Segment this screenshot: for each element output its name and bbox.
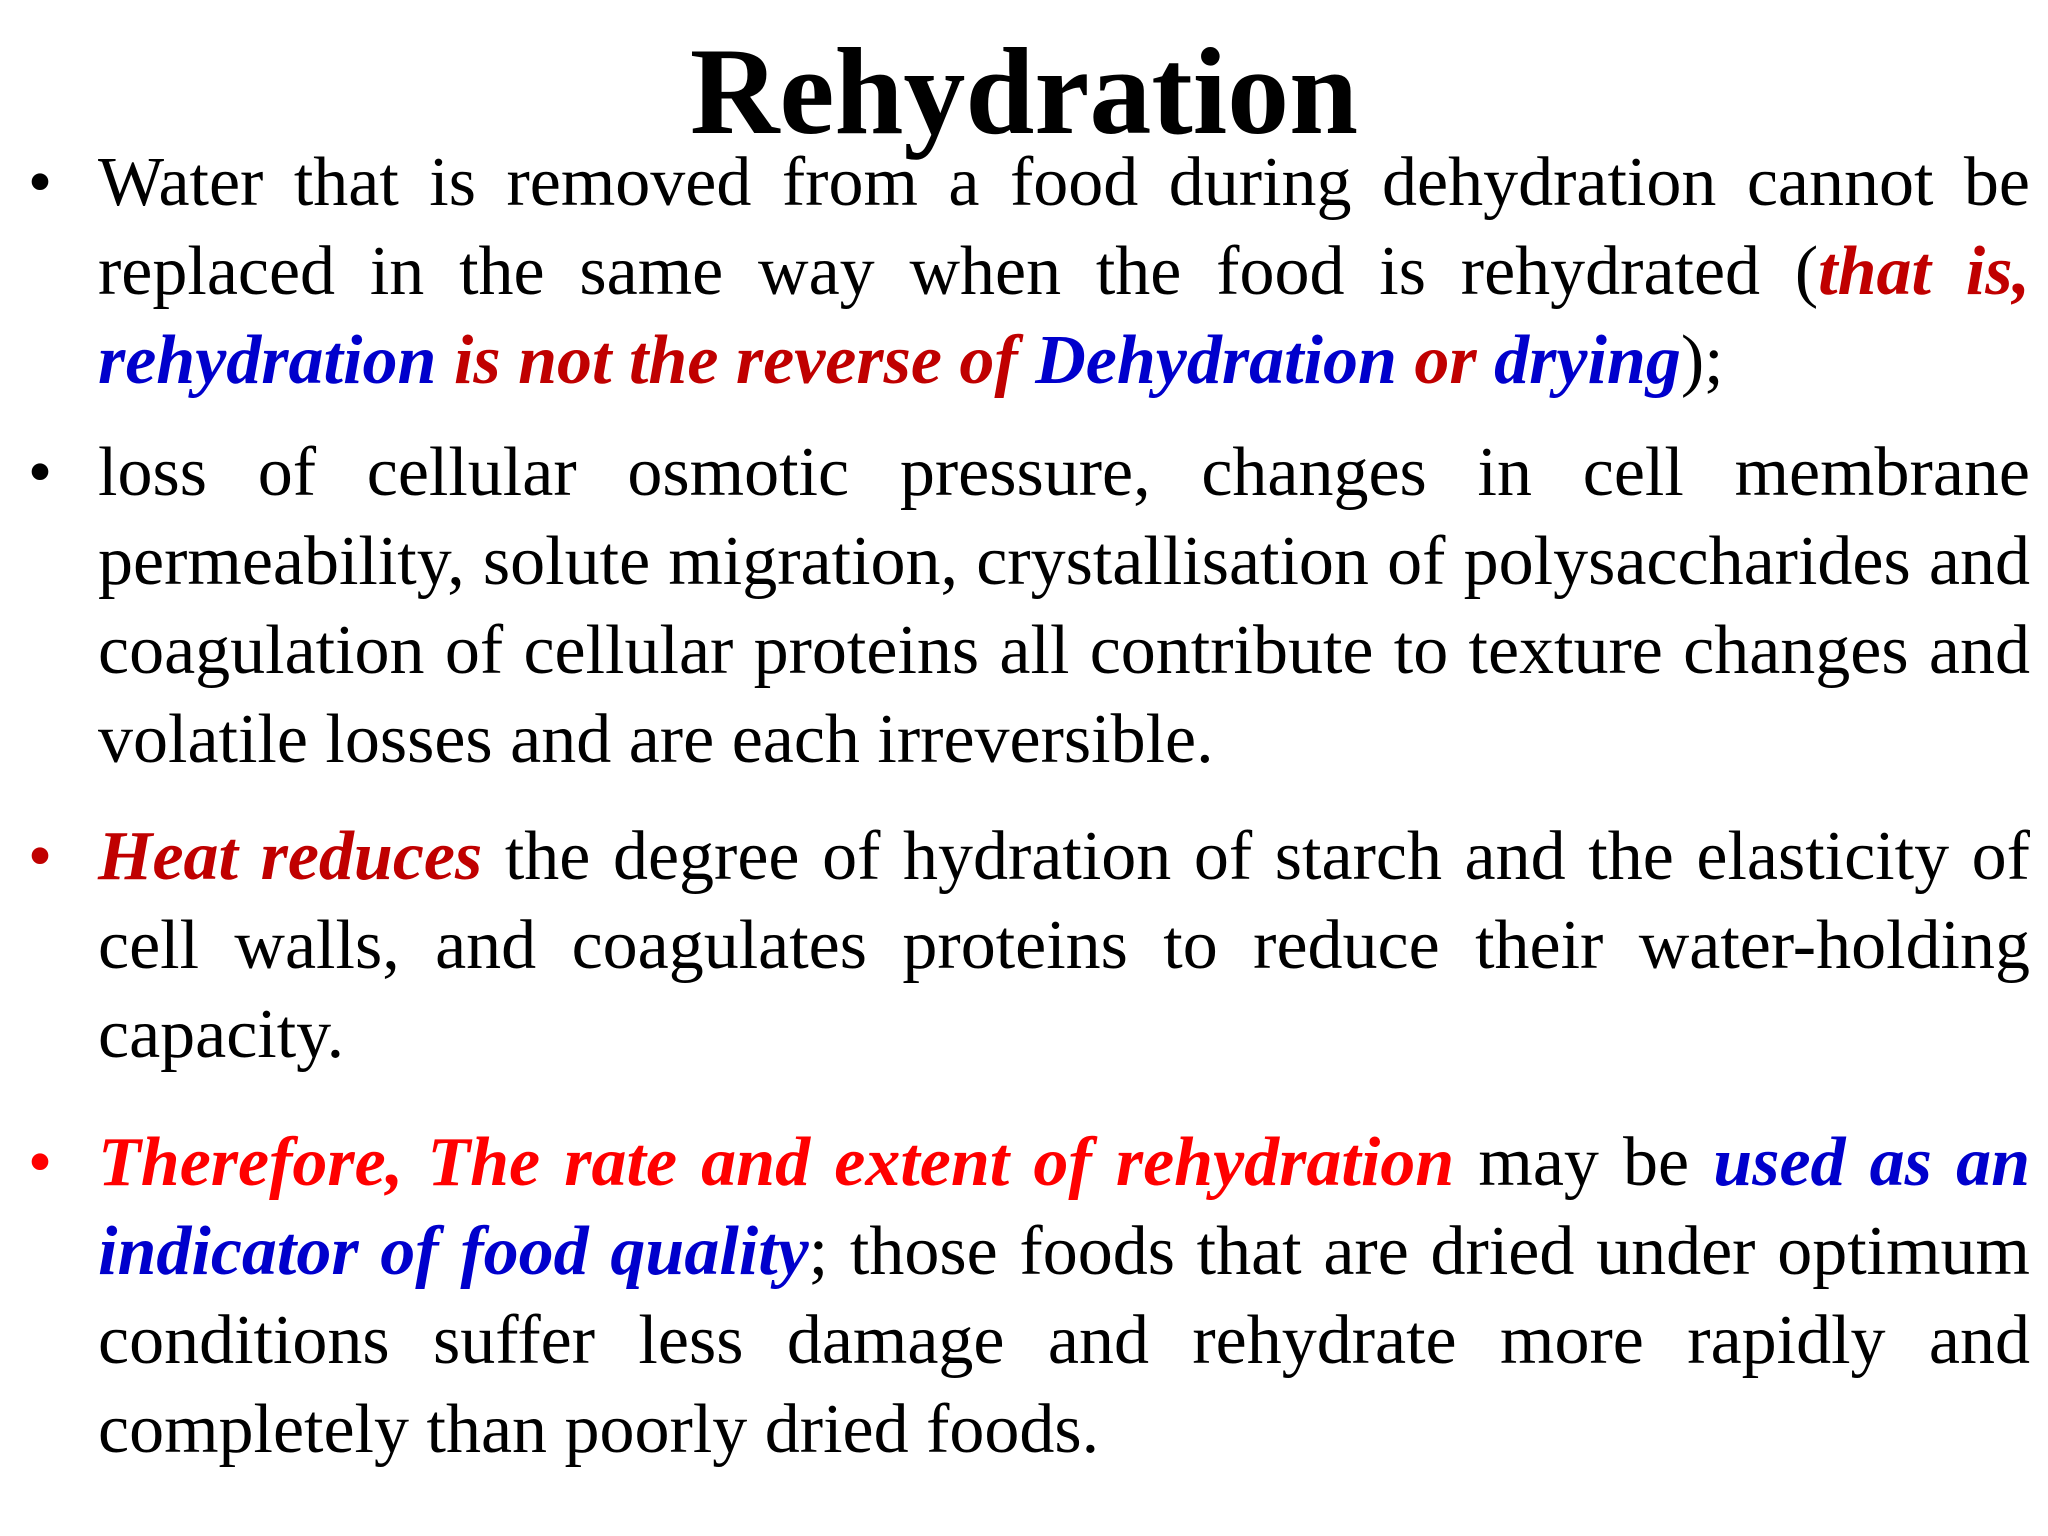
text-segment: may be xyxy=(1454,1124,1714,1201)
emphasis-segment: used as an indicator of food quality xyxy=(98,1124,2031,1290)
text-segment: the degree of hydration of starch and the elasticity of cell walls, and coagulates proteins to reduce their water-holding capacity. xyxy=(98,818,2030,1073)
bullet-text xyxy=(98,1118,2030,1474)
emphasis-segment: is not the reverse of xyxy=(453,322,1018,399)
space-segment xyxy=(1018,322,1036,399)
space-segment xyxy=(1477,322,1495,399)
emphasis-segment: Therefore, The rate and extent of rehydration xyxy=(98,1124,1455,1201)
bullet-text xyxy=(98,812,2030,1079)
text-segment: Water that is removed from a food during dehydration cannot be replaced in the same way when the food is rehydrated ( xyxy=(98,144,2030,310)
text-segment: ; those foods that are dried under optimum conditions suffer less damage and rehydrate more rapidly and completely than poorly dried foods. xyxy=(98,1213,2030,1468)
emphasis-segment: that is, xyxy=(1818,233,2030,310)
emphasis-segment: rehydration xyxy=(98,322,437,399)
text-segment: ); xyxy=(1680,322,1724,399)
bullet-marker: • xyxy=(27,144,53,221)
emphasis-segment: drying xyxy=(1494,322,1681,399)
slide-title: Rehydration xyxy=(689,23,1359,160)
text-segment: loss of cellular osmotic pressure, changes in cell membrane permeability, solute migration, crystallisation of polysaccharides and coagulation of cellular proteins all contribute to texture changes and volatile losses and are each irreversible. xyxy=(98,434,2030,778)
emphasis-segment: or xyxy=(1414,322,1477,399)
bullet-marker: • xyxy=(27,1124,53,1201)
space-segment xyxy=(1397,322,1415,399)
bullet-text xyxy=(98,138,2030,405)
bullet-text xyxy=(98,428,2030,784)
emphasis-segment: Dehydration xyxy=(1035,322,1397,399)
space-segment xyxy=(436,322,454,399)
bullet-marker: • xyxy=(27,434,53,511)
bullet-marker: • xyxy=(27,818,53,895)
emphasis-segment: Heat reduces xyxy=(98,818,483,895)
